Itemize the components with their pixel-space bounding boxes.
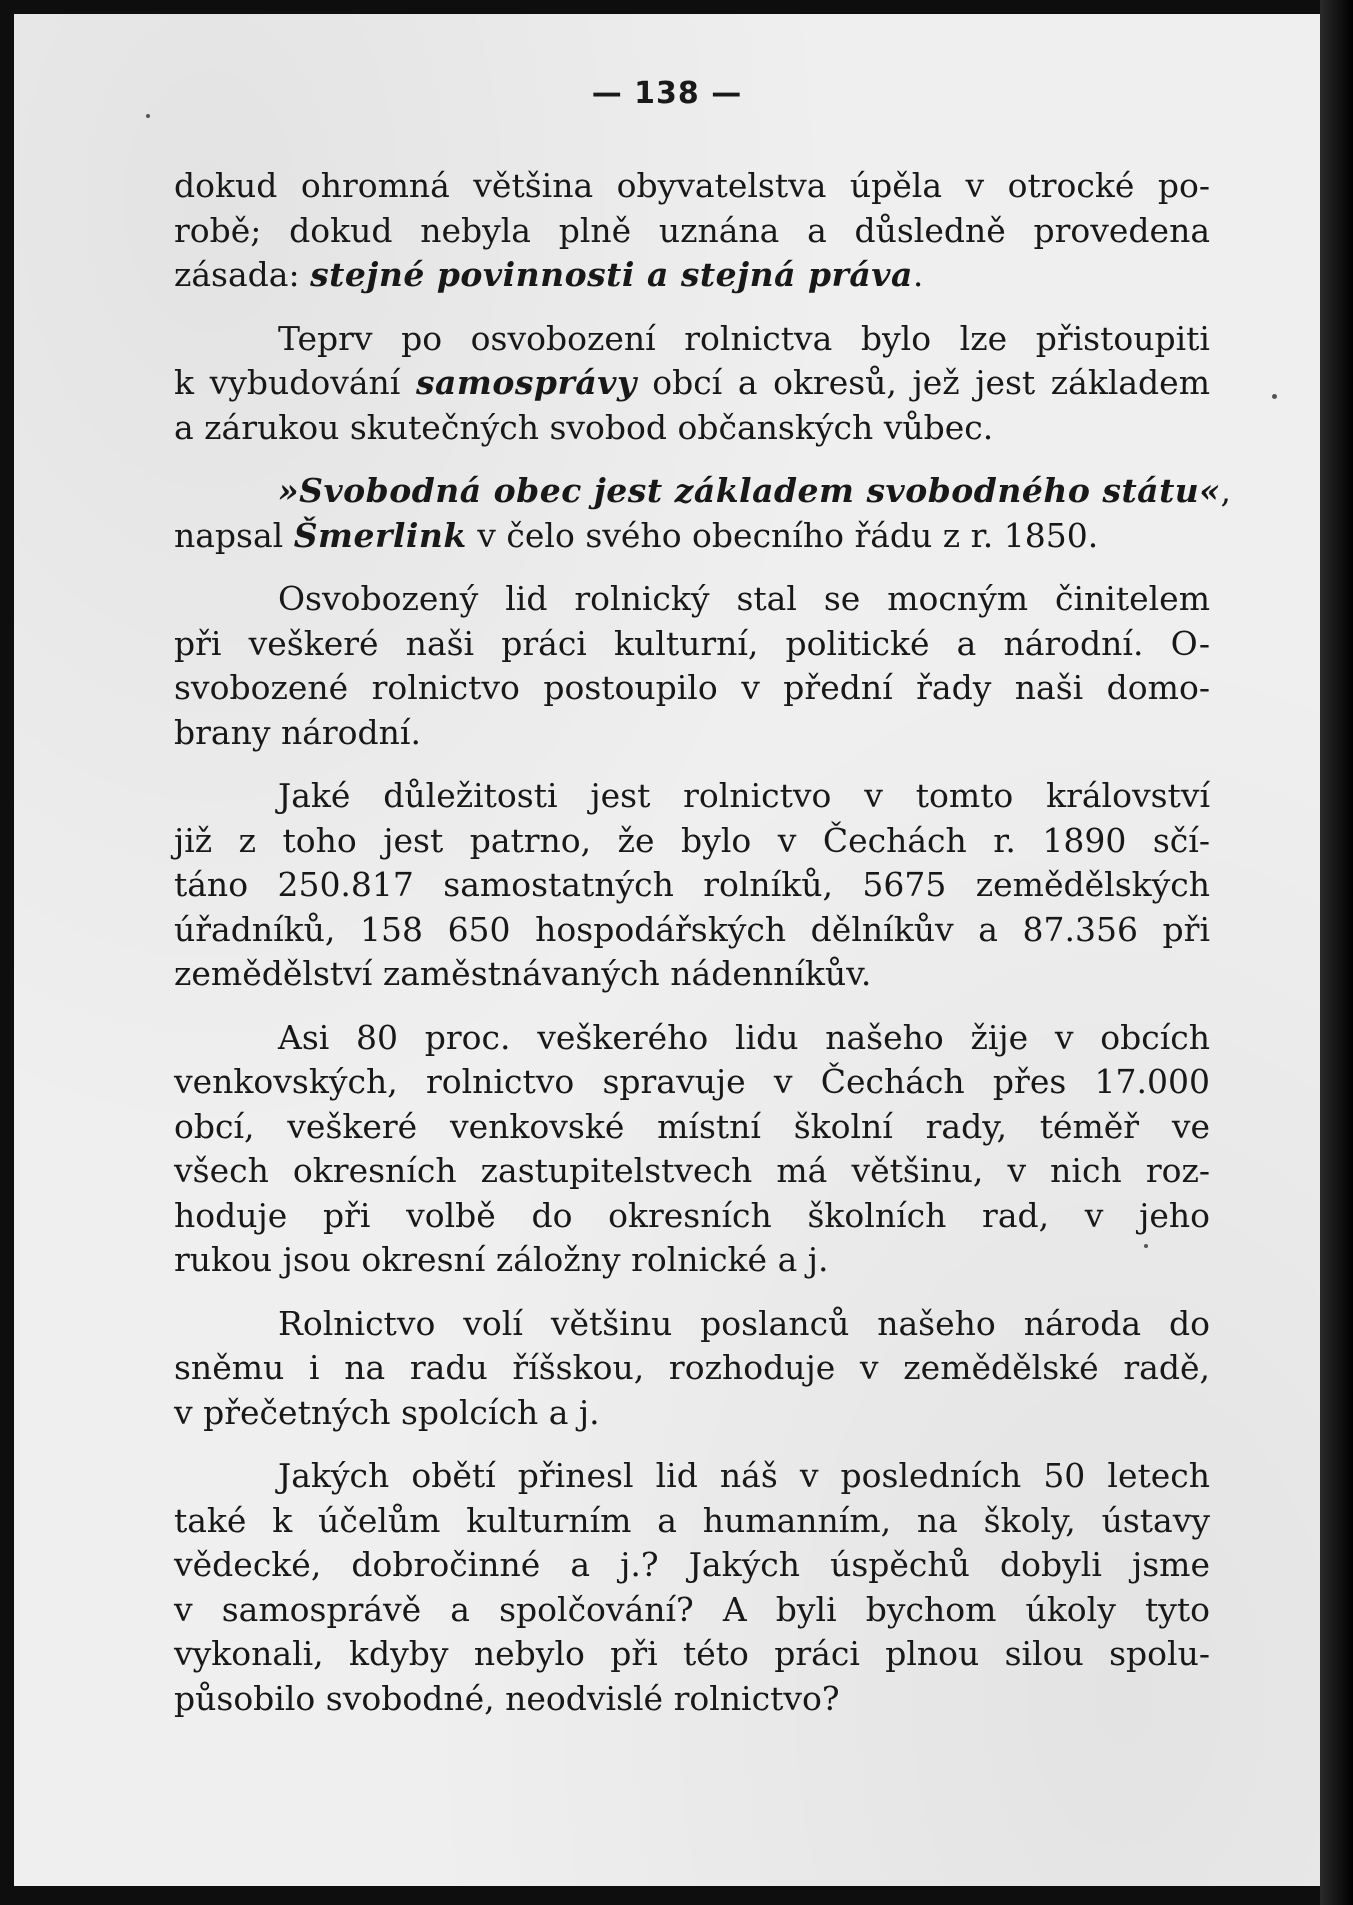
text-run: . bbox=[912, 255, 924, 294]
book-page bbox=[14, 14, 1320, 1886]
text-run: také k účelům kulturním a humanním, na školy, ústavy bbox=[174, 1500, 1210, 1540]
text-run: dokud ohromná většina obyvatelstva úpěla v otrocké po- bbox=[174, 166, 1210, 205]
text-line bbox=[174, 774, 1210, 819]
text-line bbox=[174, 1060, 1210, 1105]
text-line bbox=[174, 317, 1210, 362]
text-line bbox=[174, 514, 1210, 559]
text-run: brany národní. bbox=[174, 712, 421, 752]
paragraph bbox=[174, 774, 1210, 997]
paragraph bbox=[174, 317, 1210, 451]
page-edge-shadow bbox=[1320, 0, 1353, 1905]
text-line bbox=[174, 1677, 1210, 1722]
text-line bbox=[174, 577, 1210, 622]
text-run: obcí, veškeré venkovské místní školní rady, téměř ve bbox=[174, 1106, 1210, 1146]
text-line bbox=[174, 1238, 1210, 1283]
text-run: vědecké, dobročinné a j.? Jakých úspěchů dobyli jsme bbox=[174, 1545, 1210, 1584]
text-run: táno 250.817 samostatných rolníků, 5675 zemědělských bbox=[174, 865, 1210, 904]
emphasis-run: stejné povinnosti a stejná práva bbox=[310, 255, 913, 294]
paragraph bbox=[174, 1302, 1210, 1436]
text-line bbox=[174, 1149, 1210, 1194]
text-run: zásada: bbox=[174, 255, 311, 294]
page-number: — 138 — bbox=[591, 76, 743, 111]
text-line bbox=[174, 1499, 1210, 1544]
text-run: všech okresních zastupitelstvech má většinu, v nich roz- bbox=[174, 1151, 1210, 1190]
emphasis-run: samosprávy bbox=[415, 363, 637, 402]
text-run: hoduje při volbě do okresních školních rad, v jeho bbox=[174, 1195, 1210, 1235]
text-line bbox=[174, 622, 1210, 667]
text-run: venkovských, rolnictvo spravuje v Čechách přes 17.000 bbox=[174, 1062, 1210, 1101]
text-run: a zárukou skutečných svobod občanských vůbec. bbox=[174, 407, 994, 447]
text-run: Teprv po osvobození rolnictva bylo lze přistoupiti bbox=[278, 318, 1210, 358]
text-line bbox=[174, 666, 1210, 711]
text-run: robě; dokud nebyla plně uznána a důsledně provedena bbox=[174, 210, 1210, 250]
text-line bbox=[174, 1543, 1210, 1588]
text-run: svobozené rolnictvo postoupilo v přední řady naši domo- bbox=[174, 668, 1210, 707]
text-line bbox=[174, 406, 1210, 451]
text-line bbox=[174, 819, 1210, 864]
text-run: v čelo svého obecního řádu z r. 1850. bbox=[466, 515, 1099, 555]
text-line bbox=[174, 908, 1210, 953]
text-line bbox=[174, 1194, 1210, 1239]
text-run: , bbox=[1220, 471, 1231, 510]
text-line bbox=[174, 209, 1210, 254]
text-line bbox=[174, 863, 1210, 908]
emphasis-run: Šmerlink bbox=[293, 515, 467, 555]
text-line bbox=[174, 361, 1210, 406]
text-line bbox=[174, 1302, 1210, 1347]
text-run: sněmu i na radu říšskou, rozhoduje v zemědělské radě, bbox=[174, 1348, 1210, 1387]
text-run: Osvobozený lid rolnický stal se mocným činitelem bbox=[278, 579, 1210, 618]
text-run: Jakých obětí přinesl lid náš v posledních 50 letech bbox=[278, 1456, 1210, 1495]
paragraph bbox=[174, 1016, 1210, 1283]
paragraph bbox=[174, 1454, 1210, 1721]
text-run: Asi 80 proc. veškerého lidu našeho žije v obcích bbox=[278, 1017, 1210, 1057]
text-line bbox=[174, 1105, 1210, 1150]
text-run: k vybudování bbox=[174, 363, 416, 402]
paragraph bbox=[174, 469, 1231, 558]
text-line bbox=[174, 952, 1210, 997]
text-run: v přečetných spolcích a j. bbox=[174, 1392, 600, 1432]
text-run: Rolnictvo volí většinu poslanců našeho národa do bbox=[278, 1303, 1210, 1343]
text-run: vykonali, kdyby nebylo při této práci plnou silou spolu- bbox=[174, 1634, 1210, 1673]
speck bbox=[1144, 1244, 1148, 1248]
text-run: napsal bbox=[174, 515, 294, 555]
text-line bbox=[174, 1454, 1210, 1499]
speck bbox=[1272, 394, 1277, 399]
text-run: zemědělství zaměstnávaných nádenníkův. bbox=[174, 954, 872, 993]
speck bbox=[146, 114, 150, 118]
text-run: již z toho jest patrno, že bylo v Čechách r. 1890 sčí- bbox=[174, 820, 1210, 860]
emphasis-run: »Svobodná obec jest základem svobodného státu« bbox=[278, 471, 1221, 510]
text-run: rukou jsou okresní záložny rolnické a j. bbox=[174, 1240, 829, 1279]
text-line bbox=[174, 1632, 1210, 1677]
text-line bbox=[174, 469, 1231, 514]
text-line bbox=[174, 164, 1210, 209]
text-run: v samosprávě a spolčování? A byli bychom úkoly tyto bbox=[174, 1589, 1210, 1629]
text-line bbox=[174, 1391, 1210, 1436]
paragraph bbox=[174, 577, 1210, 755]
text-line bbox=[174, 1588, 1210, 1633]
paragraph bbox=[174, 164, 1210, 298]
text-line bbox=[174, 1346, 1210, 1391]
text-line bbox=[174, 253, 1210, 298]
text-run: obcí a okresů, jež jest základem bbox=[636, 363, 1210, 402]
text-run: úřadníků, 158 650 hospodářských dělníkův a 87.356 při bbox=[174, 909, 1210, 949]
text-line bbox=[174, 711, 1210, 756]
text-run: působilo svobodné, neodvislé rolnictvo? bbox=[174, 1678, 840, 1718]
text-line bbox=[174, 1016, 1210, 1061]
text-run: Jaké důležitosti jest rolnictvo v tomto království bbox=[278, 776, 1210, 815]
text-run: při veškeré naši práci kulturní, politické a národní. O- bbox=[174, 623, 1210, 663]
body-text bbox=[174, 164, 1231, 1721]
